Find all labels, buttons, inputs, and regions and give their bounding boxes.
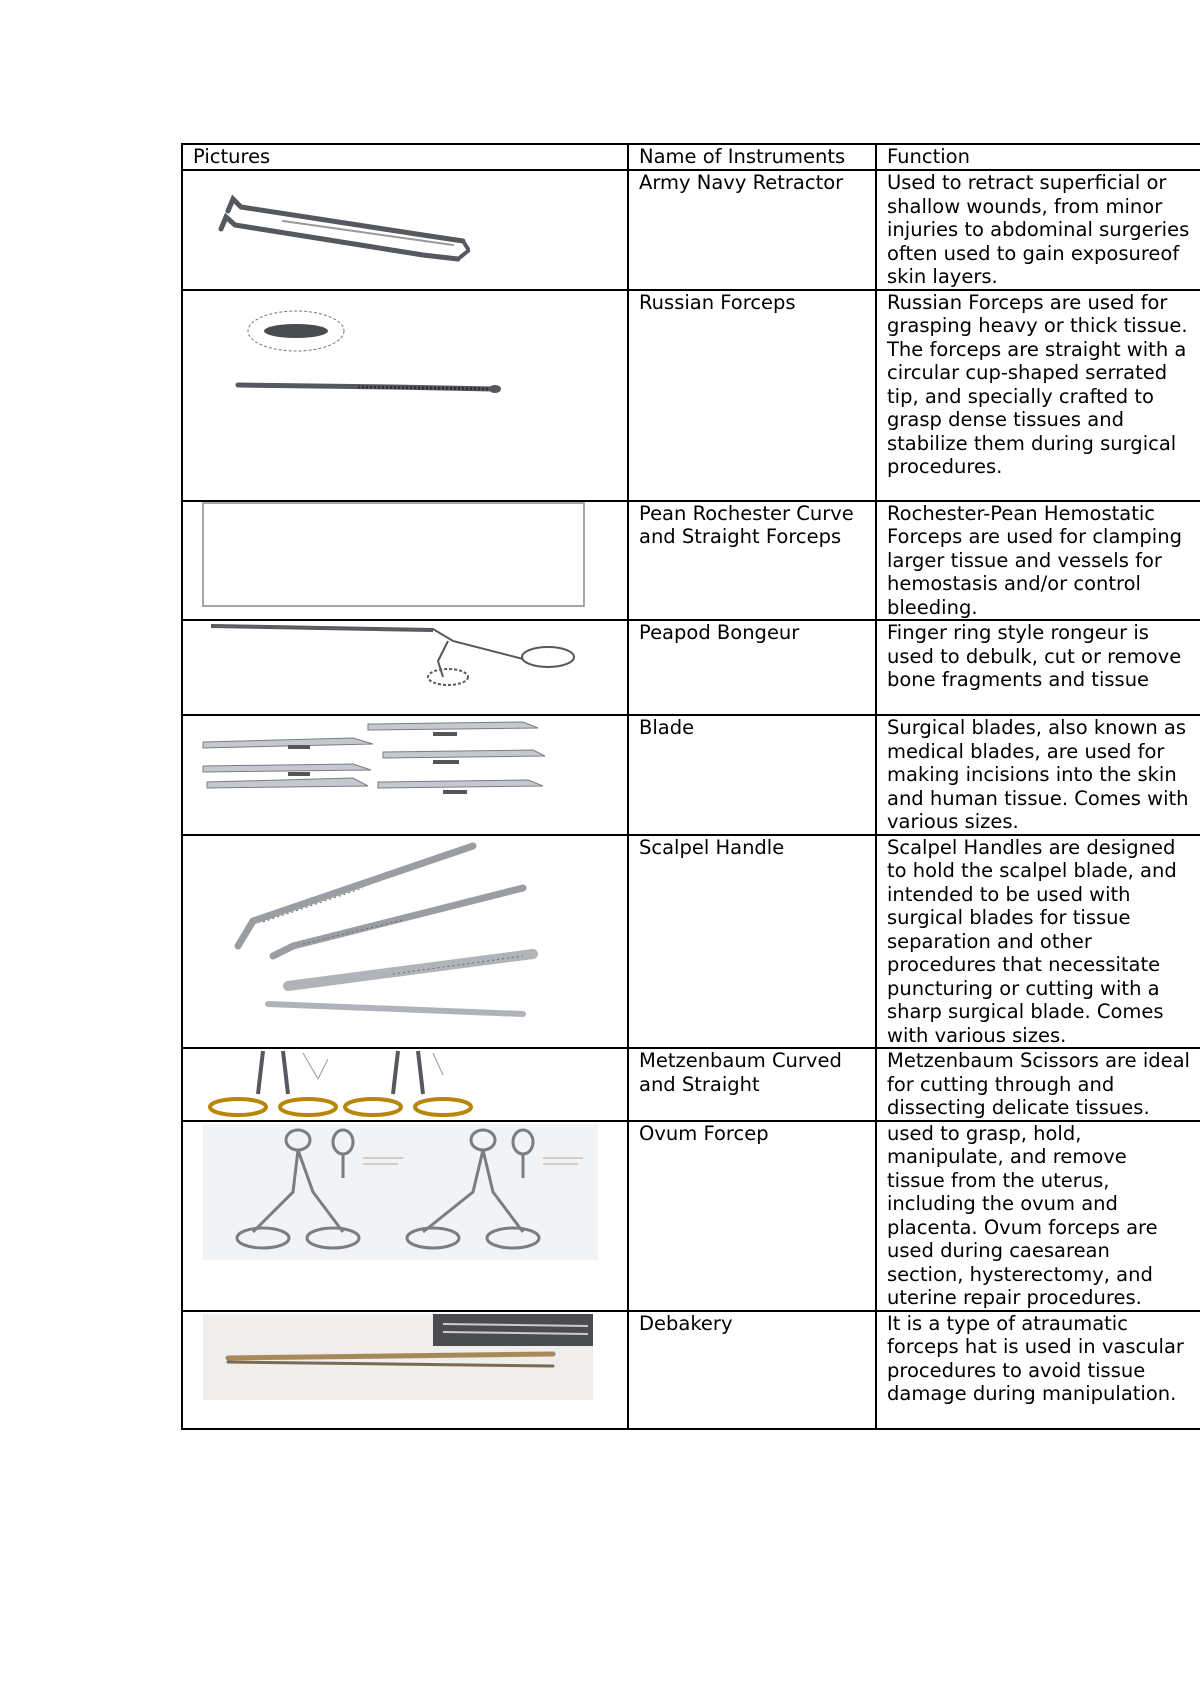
instrument-name: Blade	[628, 715, 876, 835]
instrument-name: Pean Rochester Curve and Straight Forceps	[628, 501, 876, 621]
army-navy-retractor-image	[193, 171, 639, 287]
instrument-function: Used to retract superficial or shallow wounds, from minor injuries to abdominal surgeries often used to gain exposureof skin layers.	[876, 170, 1200, 290]
instrument-name: Metzenbaum Curved and Straight	[628, 1048, 876, 1121]
picture-cell	[182, 1311, 628, 1429]
instrument-name: Army Navy Retractor	[628, 170, 876, 290]
picture-cell	[182, 170, 628, 290]
table-row	[182, 715, 1200, 835]
picture-cell	[182, 835, 628, 1049]
instrument-function: Russian Forceps are used for grasping heavy or thick tissue. The forceps are straight with a circular cup-shaped serrated tip, and specially crafted to grasp dense tissues and stabilize them during surgical procedures.	[876, 290, 1200, 501]
instruments-table	[181, 143, 1200, 1430]
instrument-function: used to grasp, hold, manipulate, and remove tissue from the uterus, including the ovum and placenta. Ovum forceps are used during caesarean section, hysterectomy, and uterine repair procedures.	[876, 1121, 1200, 1311]
table-row	[182, 620, 1200, 715]
table-row	[182, 290, 1200, 501]
instrument-function: Scalpel Handles are designed to hold the scalpel blade, and intended to be used with surgical blades for tissue separation and other procedures that necessitate puncturing or cutting with a sharp surgical blade. Comes with various sizes.	[876, 835, 1200, 1049]
table-row	[182, 835, 1200, 1049]
instrument-name: Scalpel Handle	[628, 835, 876, 1049]
header-pictures: Pictures	[182, 144, 628, 170]
picture-cell	[182, 620, 628, 715]
instrument-name: Peapod Bongeur	[628, 620, 876, 715]
russian-forceps-image	[193, 291, 639, 500]
instrument-function: Finger ring style rongeur is used to debulk, cut or remove bone fragments and tissue	[876, 620, 1200, 715]
instrument-function: Rochester-Pean Hemostatic Forceps are used for clamping larger tissue and vessels for hemostasis and/or control bleeding.	[876, 501, 1200, 621]
picture-cell	[182, 501, 628, 621]
table-row	[182, 1048, 1200, 1121]
table-row	[182, 170, 1200, 290]
ovum-forceps-image	[193, 1122, 639, 1308]
peapod-rongeur-image	[193, 621, 639, 714]
table-row	[182, 1121, 1200, 1311]
picture-cell	[182, 715, 628, 835]
instrument-function: Metzenbaum Scissors are ideal for cutting through and dissecting delicate tissues.	[876, 1048, 1200, 1121]
instrument-name: Ovum Forcep	[628, 1121, 876, 1311]
header-name: Name of Instruments	[628, 144, 876, 170]
debakey-forceps-image	[193, 1312, 639, 1428]
instrument-function: Surgical blades, also known as medical blades, are used for making incisions into the skin and human tissue. Comes with various sizes.	[876, 715, 1200, 835]
instrument-name: Debakery	[628, 1311, 876, 1429]
picture-cell	[182, 1048, 628, 1121]
picture-cell	[182, 1121, 628, 1311]
instrument-function: It is a type of atraumatic forceps hat is used in vascular procedures to avoid tissue damage during manipulation.	[876, 1311, 1200, 1429]
surgical-blades-image	[193, 716, 639, 832]
scalpel-handles-image	[193, 836, 639, 1045]
instrument-name: Russian Forceps	[628, 290, 876, 501]
pean-forceps-image-placeholder	[193, 502, 639, 618]
table-row	[182, 501, 1200, 621]
table-row	[182, 1311, 1200, 1429]
header-function: Function	[876, 144, 1200, 170]
picture-cell	[182, 290, 628, 501]
table-header-row	[182, 144, 1200, 170]
metzenbaum-scissors-image	[193, 1049, 639, 1119]
